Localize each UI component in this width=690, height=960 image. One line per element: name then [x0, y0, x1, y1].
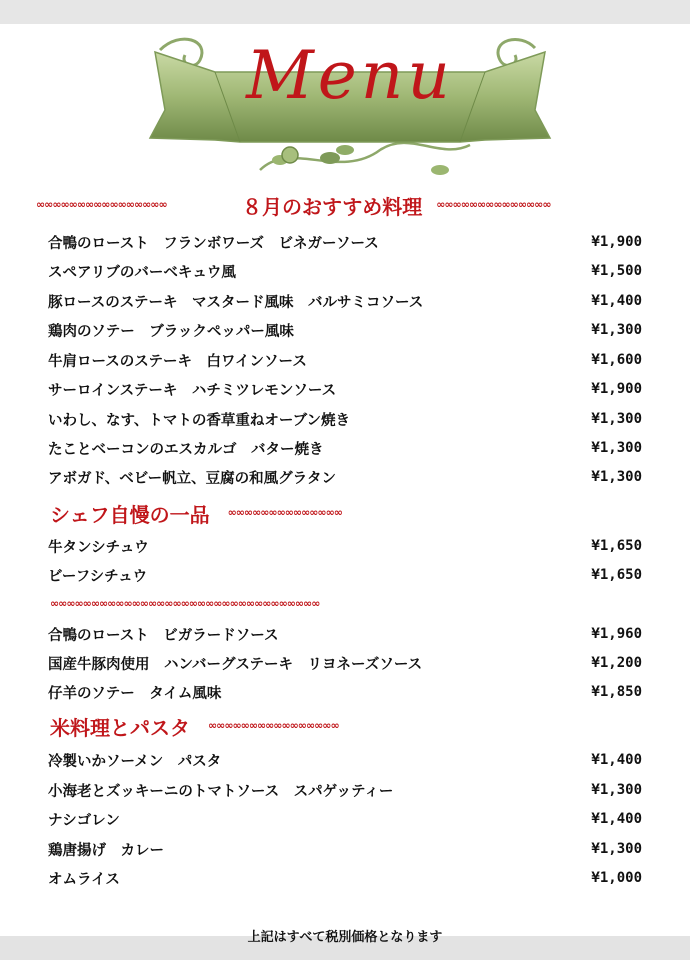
menu-item-price: ¥1,200: [591, 655, 642, 671]
menu-item-price: ¥1,300: [591, 841, 642, 857]
menu-item-price: ¥1,400: [591, 752, 642, 768]
menu-item-name: 国産牛豚肉使用 ハンバーグステーキ リヨネーズソース: [48, 656, 423, 673]
menu-item-price: ¥1,300: [591, 782, 642, 798]
menu-item-price: ¥1,850: [591, 684, 642, 700]
menu-item: [48, 778, 642, 802]
menu-item-name: アボガド、ベビー帆立、豆腐の和風グラタン: [48, 470, 336, 487]
section-title: ８月のおすすめ料理: [242, 194, 423, 219]
menu-item-name: ナシゴレン: [48, 812, 120, 829]
menu-item: [48, 837, 642, 861]
menu-item-price: ¥1,900: [591, 234, 642, 250]
menu-item: [48, 348, 642, 372]
section-divider: ∞∞∞∞∞∞∞∞∞∞∞∞∞∞∞∞: [208, 719, 339, 732]
menu-item: [48, 436, 642, 460]
section-title: シェフ自慢の一品: [50, 502, 210, 527]
menu-item-name: 豚ロースのステーキ マスタード風味 バルサミコソース: [48, 294, 424, 311]
menu-item-name: 合鴨のロースト フランボワーズ ビネガーソース: [48, 235, 379, 252]
menu-item: [48, 563, 642, 587]
menu-item-name: 小海老とズッキーニのトマトソース スパゲッティー: [48, 783, 394, 800]
menu-item-price: ¥1,400: [591, 811, 642, 827]
menu-item: [48, 377, 642, 401]
menu-item-price: ¥1,960: [591, 626, 642, 642]
section-title: 米料理とパスタ: [50, 715, 190, 740]
menu-item-price: ¥1,500: [591, 263, 642, 279]
menu-item: [48, 807, 642, 831]
menu-item-name: 合鴨のロースト ビガラードソース: [48, 627, 279, 644]
menu-item: [48, 289, 642, 313]
menu-item-name: ビーフシチュウ: [48, 568, 148, 585]
section-rice-pasta: [50, 711, 660, 741]
menu-item-name: オムライス: [48, 871, 120, 888]
menu-item-name: 牛タンシチュウ: [48, 539, 149, 556]
menu-item-price: ¥1,650: [591, 567, 642, 583]
menu-item-name: スペアリブのバーベキュウ風: [48, 264, 236, 281]
menu-item-price: ¥1,300: [591, 440, 642, 456]
menu-item: [48, 534, 642, 558]
section-chef: [50, 498, 660, 528]
menu-title: Menu: [246, 37, 454, 114]
menu-item-price: ¥1,000: [591, 870, 642, 886]
section-august: [36, 190, 646, 220]
menu-item: [48, 465, 642, 489]
menu-item-price: ¥1,400: [591, 293, 642, 309]
menu-item-name: 仔羊のソテー タイム風味: [48, 685, 222, 702]
menu-item-name: いわし、なす、トマトの香草重ねオーブン焼き: [48, 412, 351, 429]
section-divider-row: [50, 589, 660, 619]
menu-item-price: ¥1,650: [591, 538, 642, 554]
section-divider: ∞∞∞∞∞∞∞∞∞∞∞∞∞∞∞∞: [36, 198, 167, 211]
menu-item: [48, 407, 642, 431]
menu-item-name: サーロインステーキ ハチミツレモンソース: [48, 382, 337, 399]
menu-item: [48, 230, 642, 254]
section-divider: ∞∞∞∞∞∞∞∞∞∞∞∞∞∞: [227, 506, 342, 519]
menu-item: [48, 259, 642, 283]
menu-item-price: ¥1,300: [591, 411, 642, 427]
menu-item-price: ¥1,900: [591, 381, 642, 397]
tax-note: 上記はすべて税別価格となります: [247, 930, 443, 945]
menu-item: [48, 866, 642, 890]
section-divider: ∞∞∞∞∞∞∞∞∞∞∞∞∞∞∞∞∞∞∞∞∞∞∞∞∞∞∞∞∞∞∞∞∞: [50, 597, 320, 610]
menu-item: [48, 680, 642, 704]
menu-item-name: 鶏肉のソテー ブラックペッパー風味: [48, 323, 294, 340]
menu-item-name: たことベーコンのエスカルゴ バター焼き: [48, 441, 324, 458]
menu-item: [48, 622, 642, 646]
menu-item-price: ¥1,300: [591, 469, 642, 485]
section-divider: ∞∞∞∞∞∞∞∞∞∞∞∞∞∞: [436, 198, 551, 211]
menu-item-name: 鶏唐揚げ カレー: [48, 842, 164, 859]
menu-item-name: 牛肩ロースのステーキ 白ワインソース: [48, 353, 307, 370]
menu-item-price: ¥1,600: [591, 352, 642, 368]
menu-item-price: ¥1,300: [591, 322, 642, 338]
menu-item-name: 冷製いかソーメン パスタ: [48, 753, 222, 770]
menu-item: [48, 318, 642, 342]
menu-item: [48, 748, 642, 772]
menu-item: [48, 651, 642, 675]
